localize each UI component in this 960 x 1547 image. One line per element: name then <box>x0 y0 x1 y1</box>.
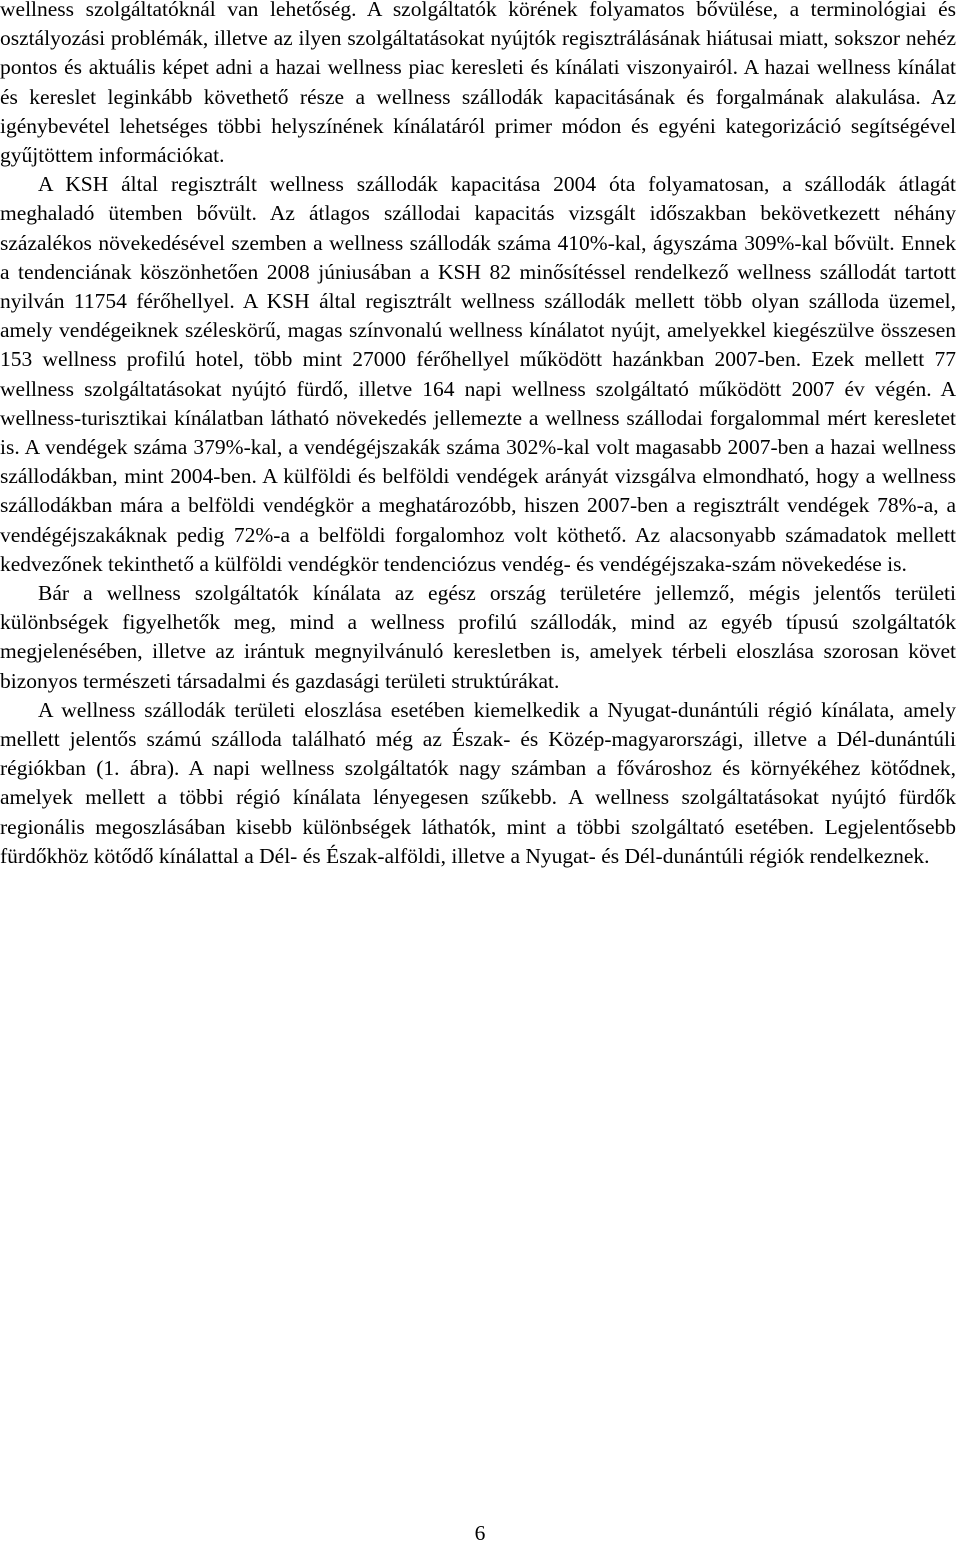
paragraph-ksh-capacity: A KSH által regisztrált wellness szállodák kapacitása 2004 óta folyamatosan, a szállodák átlagát meghaladó ütemben bővült. Az átlagos szállodai kapacitás vizsgált időszakban bekövetkezett néhány százalékos növekedésével szemben a wellness szállodák száma 410%-kal, ágyszáma 309%-kal bővült. Ennek a tendenciának köszönhetően 2008 júniusában a KSH 82 minősítéssel rendelkező wellness szállodát tartott nyilván 11754 férőhellyel. A KSH által regisztrált wellness szállodák mellett több olyan szálloda üzemel, amely vendégeiknek széleskörű, magas színvonalú wellness kínálatot nyújt, amelyekkel kiegészülve összesen 153 wellness profilú hotel, több mint 27000 férőhellyel működött hazánkban 2007-ben. Ezek mellett 77 wellness szolgáltatásokat nyújtó fürdő, illetve 164 napi wellness szolgáltató működött 2007 év végén. A wellness-turisztikai kínálatban látható növekedés jellemezte a wellness szállodai forgalommal mért keresletet is. A vendégek száma 379%-kal, a vendégéjszakák száma 302%-kal volt magasabb 2007-ben a hazai wellness szállodákban, mint 2004-ben. A külföldi és belföldi vendégek arányát vizsgálva elmondható, hogy a wellness szállodákban mára a belföldi vendégkör a meghatározóbb, hiszen 2007-ben a regisztrált vendégek 78%-a, a vendégéjszakáknak pedig 72%-a a belföldi forgalomhoz volt köthető. Az alacsonyabb számadatok mellett kedvezőnek tekinthető a külföldi vendégkör tendenciózus vendég- és vendégéjszaka-szám növekedése is. <box>0 172 956 576</box>
page-number: 6 <box>474 1521 486 1545</box>
paragraph-territorial-distribution: A wellness szállodák területi eloszlása esetében kiemelkedik a Nyugat-dunántúli régió kínálata, amely mellett jelentős számú szálloda található még az Észak- és Közép-magyarországi, illetve a Dél-dunántúli régiókban (1. ábra). A napi wellness szolgáltatók nagy számban a fővároshoz és környékéhez kötődnek, amelyek mellett a többi régió kínálata lényegesen szűkebb. A wellness szolgáltatásokat nyújtó fürdők regionális megoszlásában kisebb különbségek láthatók, mint a többi szolgáltató esetében. Legjelentősebb fürdőkhöz kötődő kínálattal a Dél- és Észak-alföldi, illetve a Nyugat- és Dél-dunántúli régiók rendelkeznek. <box>0 697 956 868</box>
paragraph-continuation: wellness szolgáltatóknál van lehetőség. A szolgáltatók körének folyamatos bővülése, a terminológiai és osztályozási problémák, illetve az ilyen szolgáltatásokat nyújtók regisztrálásának hiátusai miatt, sokszor nehéz pontos és aktuális képet adni a hazai wellness piac keresleti és kínálati viszonyairól. A hazai wellness kínálat és kereslet leginkább követhető része a wellness szállodák kapacitásának és forgalmának alakulása. Az igénybevétel lehetséges többi helyszínének kínálatáról primer módon és egyéni kategorizáció segítségével gyűjtöttem információkat. <box>0 0 956 168</box>
paragraph-regional-differences: Bár a wellness szolgáltatók kínálata az egész ország területére jellemző, mégis jelentős területi különbségek figyelhetők meg, mind a wellness profilú szállodák, mind az egyéb típusú szolgáltatók megjelenésében, illetve az irántuk megnyilvánuló keresletben is, amelyek térbeli eloszlása szorosan követ bizonyos természeti társadalmi és gazdasági területi struktúrákat. <box>0 581 956 693</box>
